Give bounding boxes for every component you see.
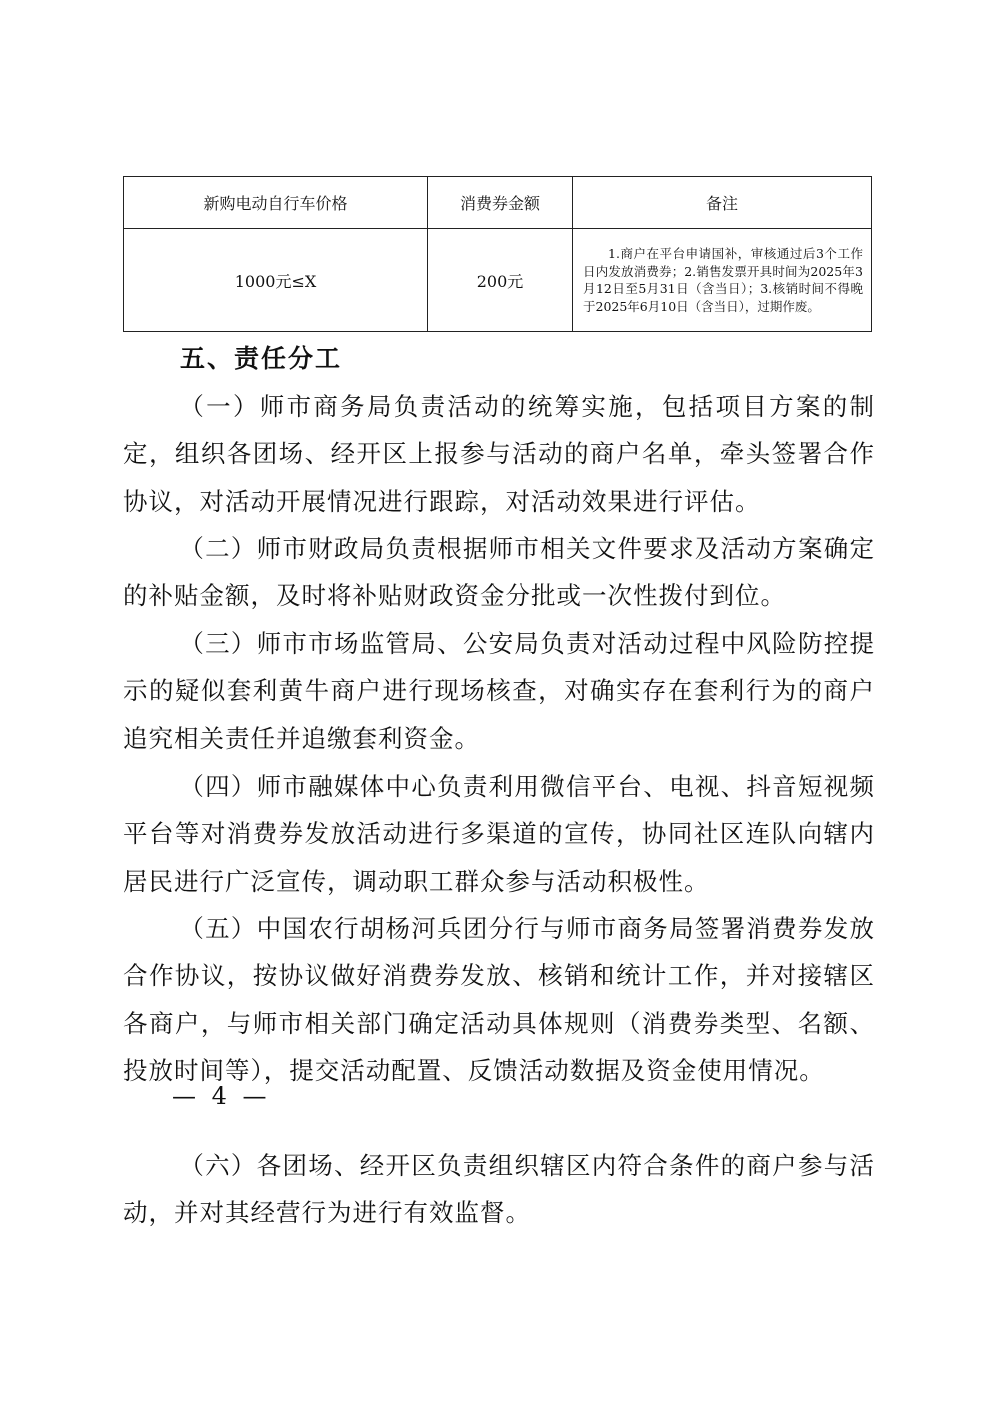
header-note: 备注 [573, 177, 872, 229]
cell-price: 1000元≤X [124, 229, 428, 332]
cell-note: 1.商户在平台申请国补，审核通过后3个工作日内发放消费券；2.销售发票开具时间为2025年3月12日至5月31日（含当日）；3.核销时间不得晚于2025年6月10日（含当日），过期作废。 [573, 229, 872, 332]
table-header-row [124, 177, 872, 229]
paragraph-6: （六）各团场、经开区负责组织辖区内符合条件的商户参与活动，并对其经营行为进行有效监督。 [123, 1151, 875, 1228]
header-price: 新购电动自行车价格 [124, 177, 428, 229]
paragraph-1: （一）师市商务局负责活动的统筹实施，包括项目方案的制定，组织各团场、经开区上报参与活动的商户名单，牵头签署合作协议，对活动开展情况进行跟踪，对活动效果进行评估。 [123, 392, 875, 516]
table-row [124, 229, 872, 332]
paragraph-5: （五）中国农行胡杨河兵团分行与师市商务局签署消费券发放合作协议，按协议做好消费券发放、核销和统计工作，并对接辖区各商户，与师市相关部门确定活动具体规则（消费券类型、名额、投放时间等），提交活动配置、反馈活动数据及资金使用情况。 [123, 914, 875, 1086]
paragraph-2: （二）师市财政局负责根据师市相关文件要求及活动方案确定的补贴金额，及时将补贴财政资金分批或一次性拨付到位。 [123, 534, 875, 611]
header-amount: 消费券金额 [428, 177, 573, 229]
paragraph-3: （三）师市市场监管局、公安局负责对活动过程中风险防控提示的疑似套利黄牛商户进行现场核查，对确实存在套利行为的商户追究相关责任并追缴套利资金。 [123, 629, 875, 753]
page-number: — 4 — [172, 1082, 271, 1110]
paragraph-4: （四）师市融媒体中心负责利用微信平台、电视、抖音短视频平台等对消费券发放活动进行多渠道的宣传，协同社区连队向辖内居民进行广泛宣传，调动职工群众参与活动积极性。 [123, 772, 875, 896]
subsidy-table [123, 176, 872, 332]
cell-amount: 200元 [428, 229, 573, 332]
section-heading: 五、责任分工 [180, 344, 343, 373]
